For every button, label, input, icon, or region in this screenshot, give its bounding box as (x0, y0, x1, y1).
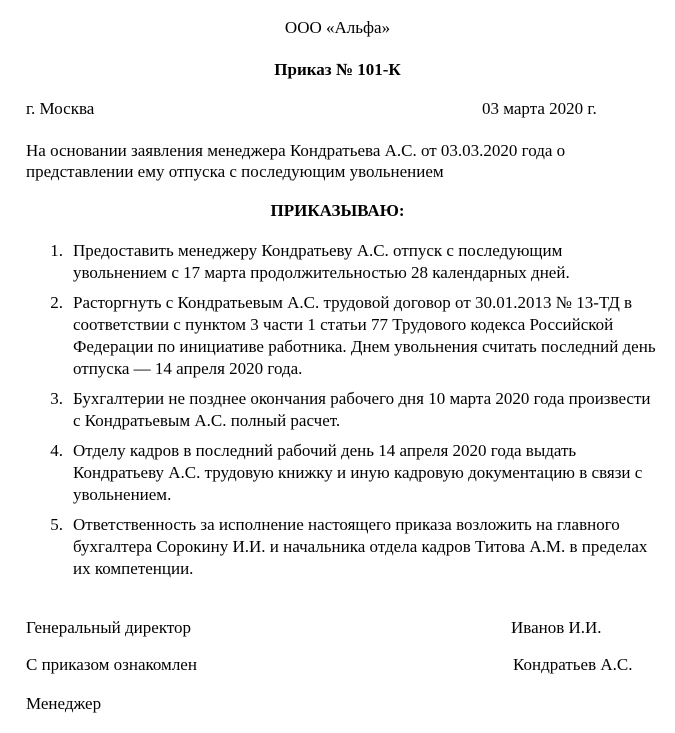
order-item (26, 240, 656, 284)
document-city: г. Москва (26, 99, 95, 118)
document-date: 03 марта 2020 г. (482, 99, 597, 118)
preamble-text: На основании заявления менеджера Кондратьева А.С. от 03.03.2020 года о представлении ему отпуска с последующим увольнением (26, 141, 566, 181)
acknowledgement-label: С приказом ознакомлен (26, 655, 197, 674)
order-item-number: 1. (50, 241, 63, 260)
acknowledged-name: Кондратьев А.С. (513, 655, 633, 674)
organization-name: ООО «Альфа» (284, 18, 391, 37)
order-item-text: Ответственность за исполнение настоящего приказа возложить на главного бухгалтера Сорокину И.И. и начальника отдела кадров Титова А.М. в пределах их компетенции. (73, 515, 648, 578)
order-item (26, 440, 656, 506)
signatory-name: Иванов И.И. (511, 618, 602, 637)
order-items-list (26, 240, 656, 588)
order-heading: ПРИКАЗЫВАЮ: (270, 201, 405, 220)
order-item-number: 2. (50, 293, 63, 312)
document-title: Приказ № 101-К (274, 60, 401, 79)
order-item-number: 3. (50, 389, 63, 408)
order-item-number: 4. (50, 441, 63, 460)
order-item (26, 292, 656, 380)
signatory-title: Генеральный директор (26, 618, 192, 637)
order-item-text: Расторгнуть с Кондратьевым А.С. трудовой договор от 30.01.2013 № 13-ТД в соответствии с пунктом 3 части 1 статьи 77 Трудового кодекса Российской Федерации по инициативе работника. Днем увольнения считать последний день отпуска — 14 апреля 2020 года. (73, 293, 656, 378)
order-item-text: Бухгалтерии не позднее окончания рабочего дня 10 марта 2020 года произвести с Кондратьевым А.С. полный расчет. (73, 389, 651, 430)
order-item (26, 514, 656, 580)
order-item-text: Предоставить менеджеру Кондратьеву А.С. отпуск с последующим увольнением с 17 марта продолжительностью 28 календарных дней. (73, 241, 570, 282)
order-item-number: 5. (50, 515, 63, 534)
order-item-text: Отделу кадров в последний рабочий день 14 апреля 2020 года выдать Кондратьеву А.С. трудовую книжку и иную кадровую документацию в связи с увольнением. (73, 441, 643, 504)
order-item (26, 388, 656, 432)
acknowledged-position: Менеджер (26, 694, 102, 713)
